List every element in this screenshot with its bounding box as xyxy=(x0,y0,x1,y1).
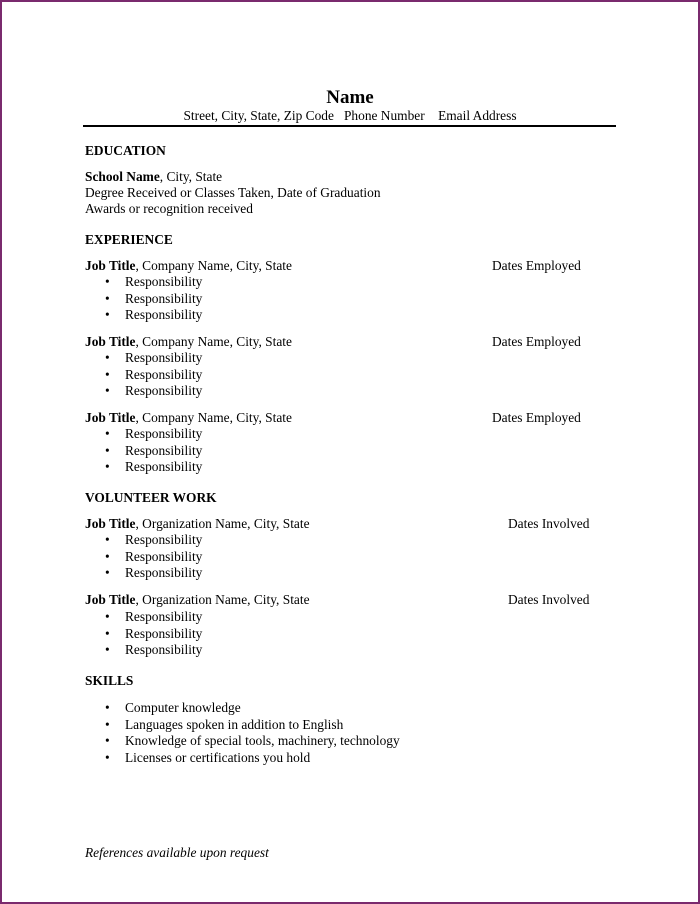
experience-job-2-responsibilities xyxy=(85,350,202,400)
job-title: Job Title xyxy=(85,334,136,349)
job-dates: Dates Employed xyxy=(492,410,581,425)
list-item: • Responsibility xyxy=(85,274,202,291)
experience-job-1-line xyxy=(85,258,292,275)
list-item: • Licenses or certifications you hold xyxy=(85,750,400,767)
job-dates: Dates Employed xyxy=(492,258,581,273)
job-details: , Company Name, City, State xyxy=(135,334,292,349)
education-school-line xyxy=(85,169,222,186)
school-location: , City, State xyxy=(159,169,223,184)
job-title: Job Title xyxy=(85,516,136,531)
volunteer-job-1-line xyxy=(85,516,310,533)
list-item: • Responsibility xyxy=(85,367,202,384)
list-item: • Responsibility xyxy=(85,426,202,443)
job-dates: Dates Involved xyxy=(508,516,590,531)
list-item: • Responsibility xyxy=(85,609,202,626)
references-note: References available upon request xyxy=(85,845,269,860)
experience-job-3-line xyxy=(85,410,292,427)
list-item: • Knowledge of special tools, machinery, technology xyxy=(85,733,400,750)
education-awards: Awards or recognition received xyxy=(85,201,253,216)
list-item: • Responsibility xyxy=(85,532,202,549)
list-item: • Languages spoken in addition to English xyxy=(85,717,400,734)
experience-heading: EXPERIENCE xyxy=(85,232,173,247)
list-item: • Responsibility xyxy=(85,291,202,308)
job-dates: Dates Employed xyxy=(492,334,581,349)
contact-line: Street, City, State, Zip Code Phone Number Email Address xyxy=(183,108,517,123)
list-item: • Responsibility xyxy=(85,549,202,566)
list-item: • Responsibility xyxy=(85,626,202,643)
volunteer-job-2-line xyxy=(85,592,310,609)
experience-job-3-responsibilities xyxy=(85,426,202,476)
resume-name: Name xyxy=(326,87,374,108)
education-degree: Degree Received or Classes Taken, Date of Graduation xyxy=(85,185,381,200)
volunteer-heading: VOLUNTEER WORK xyxy=(85,490,217,505)
job-details: , Company Name, City, State xyxy=(135,258,292,273)
list-item: • Responsibility xyxy=(85,307,202,324)
volunteer-job-2-responsibilities xyxy=(85,609,202,659)
school-name: School Name xyxy=(85,169,160,184)
experience-job-1-responsibilities xyxy=(85,274,202,324)
job-title: Job Title xyxy=(85,410,136,425)
list-item: • Responsibility xyxy=(85,350,202,367)
job-details: , Organization Name, City, State xyxy=(135,592,310,607)
header-divider xyxy=(83,125,616,127)
experience-job-2-line xyxy=(85,334,292,351)
list-item: • Responsibility xyxy=(85,443,202,460)
job-title: Job Title xyxy=(85,258,136,273)
skills-list xyxy=(85,700,400,767)
job-title: Job Title xyxy=(85,592,136,607)
job-dates: Dates Involved xyxy=(508,592,590,607)
list-item: • Computer knowledge xyxy=(85,700,400,717)
volunteer-job-1-responsibilities xyxy=(85,532,202,582)
education-heading: EDUCATION xyxy=(85,143,166,158)
list-item: • Responsibility xyxy=(85,642,202,659)
list-item: • Responsibility xyxy=(85,459,202,476)
list-item: • Responsibility xyxy=(85,383,202,400)
skills-heading: SKILLS xyxy=(85,673,134,688)
job-details: , Company Name, City, State xyxy=(135,410,292,425)
list-item: • Responsibility xyxy=(85,565,202,582)
job-details: , Organization Name, City, State xyxy=(135,516,310,531)
